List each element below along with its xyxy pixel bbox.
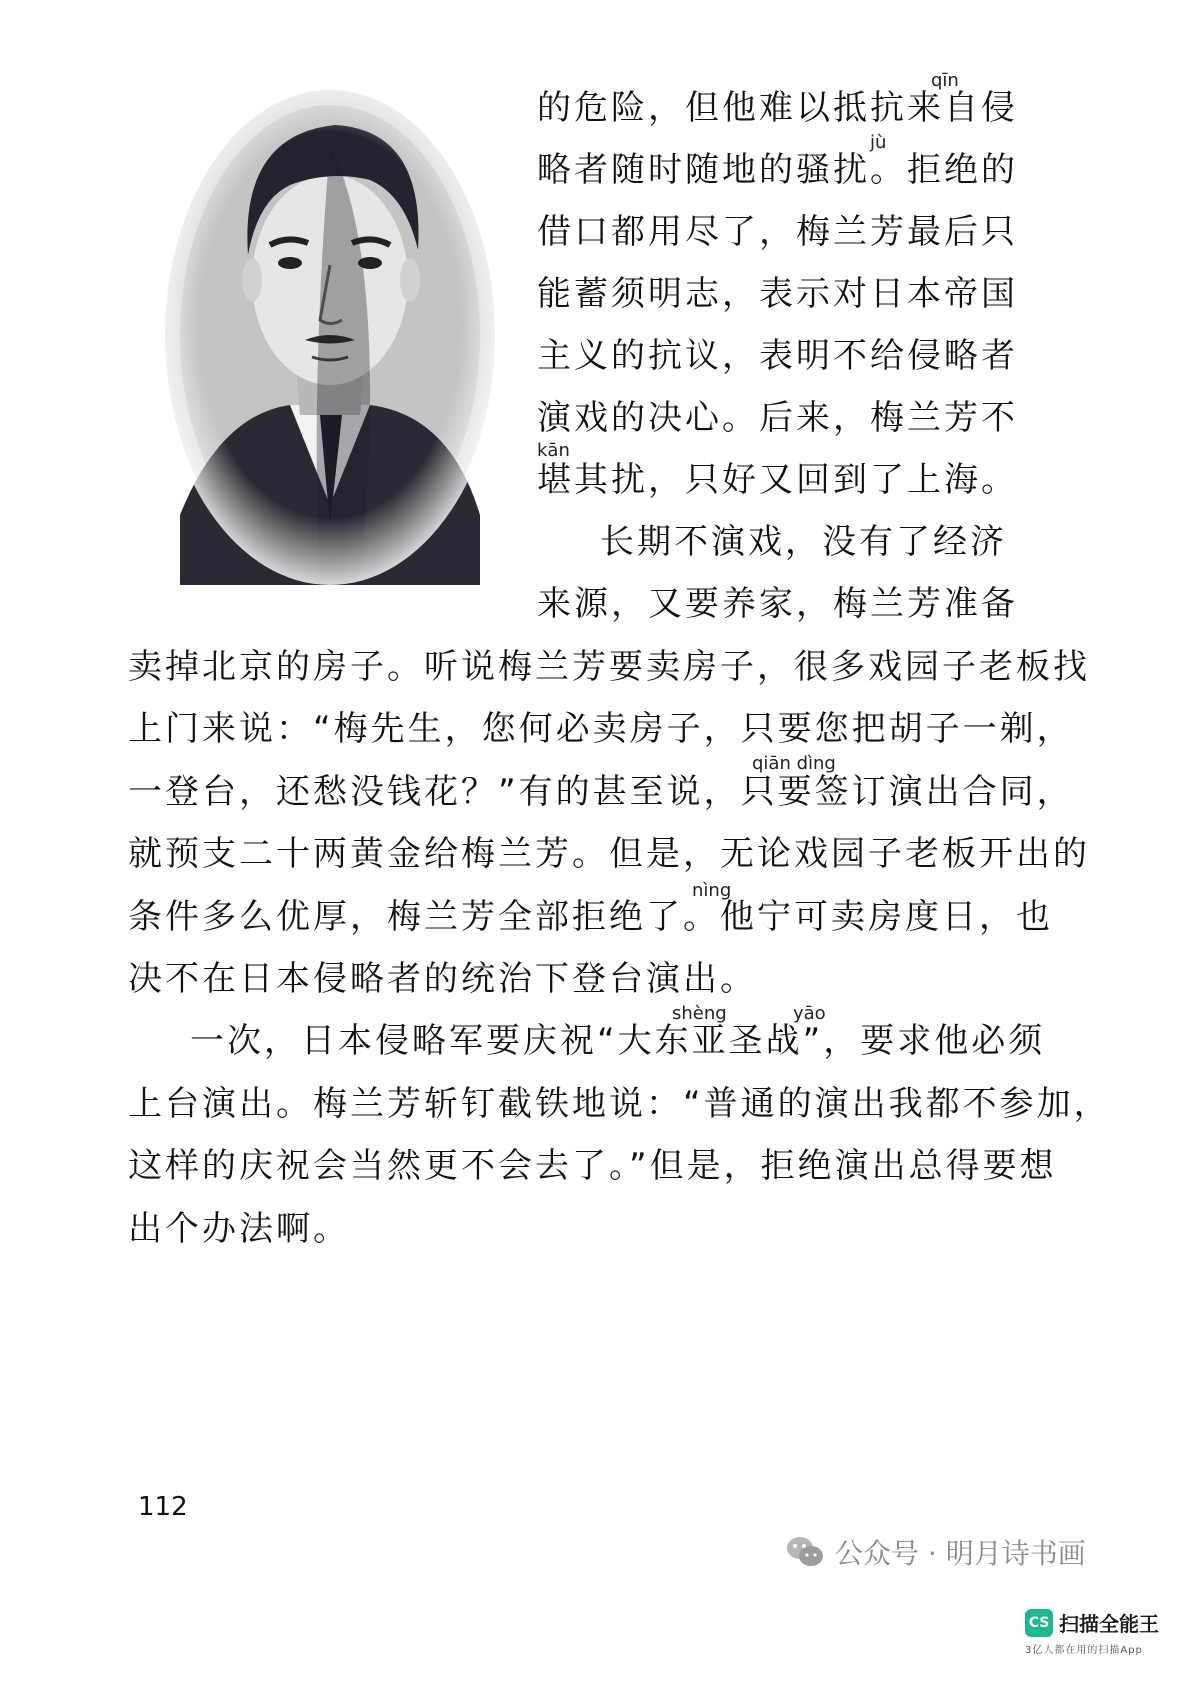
body-text-line: 借口都用尽了，梅兰芳最后只	[537, 212, 1018, 252]
body-text-line: 就预支二十两黄金给梅兰芳。但是，无论戏园子老板开出的	[128, 834, 1090, 874]
body-text-line: 上门来说：“梅先生，您何必卖房子，只要您把胡子一剃，	[128, 709, 1074, 749]
body-text-line: 一次，日本侵略军要庆祝“大东亚圣战”，要求他必须	[190, 1021, 1046, 1061]
pinyin-qianding: qiān dìng	[752, 753, 836, 774]
scanner-badge	[1025, 1608, 1175, 1668]
body-text-line: 条件多么优厚，梅兰芳全部拒绝了。他宁可卖房度日，也	[128, 897, 1053, 937]
pinyin-ju: jù	[870, 132, 887, 153]
scanner-name: 扫描全能王	[1059, 1612, 1159, 1636]
body-text-line: 演戏的决心。后来，梅兰芳不	[537, 398, 1018, 438]
body-text-line: 上台演出。梅兰芳斩钉截铁地说：“普通的演出我都不参加，	[128, 1084, 1111, 1124]
body-text-line: 这样的庆祝会当然更不会去了。”但是，拒绝演出总得要想	[128, 1146, 1057, 1186]
watermark-text: 公众号 · 明月诗书画	[835, 1537, 1086, 1570]
pinyin-kan: kān	[537, 440, 570, 461]
body-text-line: 一登台，还愁没钱花？”有的甚至说，只要签订演出合同，	[128, 772, 1074, 812]
scanner-tagline: 3亿人都在用的扫描App	[1025, 1645, 1143, 1656]
body-text-line: 能蓄须明志，表示对日本帝国	[537, 274, 1018, 314]
body-text-line: 的危险，但他难以抵抗来自侵	[537, 88, 1018, 128]
page-number: 112	[138, 1492, 188, 1522]
pinyin-sheng: shèng	[672, 1003, 727, 1024]
pinyin-ning: nìng	[692, 880, 732, 901]
scanner-logo	[1025, 1608, 1175, 1637]
body-text-line: 决不在日本侵略者的统治下登台演出。	[128, 959, 757, 999]
wechat-icon	[785, 1535, 825, 1569]
pinyin-qin: qīn	[931, 70, 959, 91]
body-text-line: 来源，又要养家，梅兰芳准备	[537, 584, 1018, 624]
body-text-line: 出个办法啊。	[128, 1209, 350, 1249]
body-text-line: 略者随时随地的骚扰。拒绝的	[537, 150, 1018, 190]
pinyin-yao: yāo	[793, 1003, 826, 1024]
portrait-illustration	[160, 85, 500, 585]
body-text-line: 主义的抗议，表明不给侵略者	[537, 336, 1018, 376]
watermark	[785, 1530, 1086, 1574]
scanner-cs-icon: CS	[1025, 1609, 1053, 1637]
body-text-line: 堪其扰，只好又回到了上海。	[537, 460, 1018, 500]
body-text-line: 长期不演戏，没有了经济	[600, 522, 1007, 562]
body-text-line: 卖掉北京的房子。听说梅兰芳要卖房子，很多戏园子老板找	[128, 647, 1090, 687]
